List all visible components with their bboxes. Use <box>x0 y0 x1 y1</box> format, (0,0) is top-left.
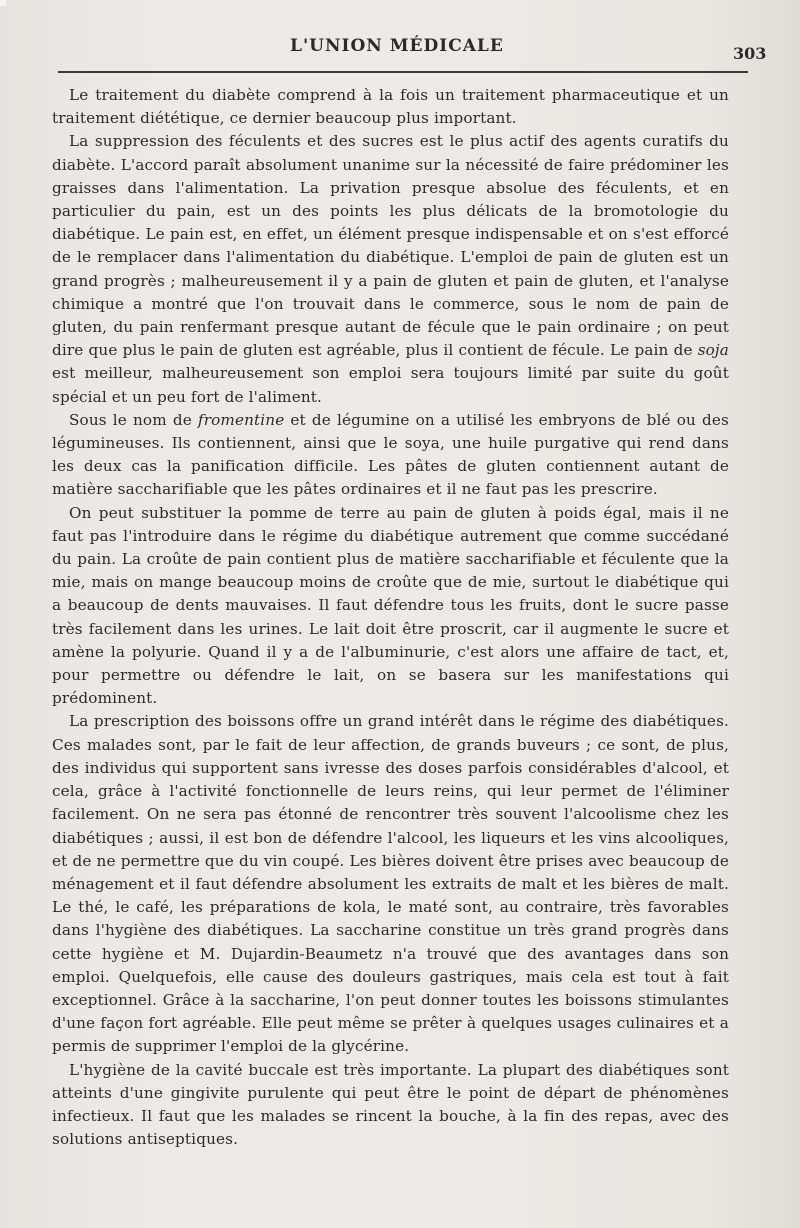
italic-term: soja <box>697 341 729 360</box>
paragraph <box>52 1059 729 1152</box>
paragraph-text-continued: est meilleur, malheureusement son emploi sera toujours limité par suite du goût spécial et un peu fort de l'aliment. <box>52 364 729 406</box>
paragraph-text: On peut substituer la pomme de terre au pain de gluten à poids égal, mais il ne faut pas l'introduire dans le régime du diabétique autrement que comme succédané du pain. La croûte de pain contient plus de matière saccharifiable et féculente que la mie, mais on mange beaucoup moins de croûte que de mie, surtout le diabétique qui a beaucoup de dents mauvaises. Il faut défendre tous les fruits, dont le sucre passe très facilement dans les urines. Le lait doit être proscrit, car il augmente le sucre et amène la polyurie. Quand il y a de l'albuminurie, c'est alors une affaire de tact, et, pour permettre ou défendre le lait, on se basera sur les manifestations qui prédominent. <box>52 503 729 708</box>
paragraph-text-continued: et de légumine on a utilisé les embryons de blé ou des légumineuses. Ils contiennent, ainsi que le soya, une huile purgative qui rend dans les deux cas la panification difficile. Les pâtes de gluten contiennent autant de matière saccharifiable que les pâtes ordinaires et il ne faut pas les prescrire. <box>52 410 729 499</box>
paragraph-text: L'hygiène de la cavité buccale est très importante. La plupart des diabétiques sont atteints d'une gingivite purulente qui peut être le point de départ de phénomènes infectieux. Il faut que les malades se rincent la bouche, à la fin des repas, avec des solutions antiseptiques. <box>52 1060 729 1149</box>
paragraph <box>52 84 729 130</box>
running-header <box>0 36 800 68</box>
paragraph <box>52 409 729 502</box>
paragraph <box>52 710 729 1058</box>
article-body <box>52 84 729 1151</box>
paragraph-text: Le traitement du diabète comprend à la fois un traitement pharmaceutique et un traitement diététique, ce dernier beaucoup plus important. <box>52 86 729 128</box>
paragraph <box>52 130 729 408</box>
paragraph-text: Sous le nom de <box>69 410 198 429</box>
paragraph <box>52 502 729 711</box>
journal-title: L'UNION MÉDICALE <box>290 36 504 56</box>
italic-term: fromentine <box>197 410 285 429</box>
header-rule <box>58 71 748 73</box>
page-number: 303 <box>733 44 767 63</box>
paragraph-text: La suppression des féculents et des sucres est le plus actif des agents curatifs du diabète. L'accord paraît absolument unanime sur la nécessité de faire prédominer les graisses dans l'alimentation. La privation presque absolue des féculents, et en particulier du pain, est un des points les plus délicats de la bromotologie du diabétique. Le pain est, en effet, un élément presque indispensable et on s'est efforcé de le remplacer dans l'alimentation du diabétique. L'emploi de pain de gluten est un grand progrès ; malheureusement il y a pain de gluten et pain de gluten, et l'analyse chimique a montré que l'on trouvait dans le commerce, sous le nom de pain de gluten, du pain renfermant presque autant de fécule que le pain ordinaire ; on peut dire que plus le pain de gluten est agréable, plus il contient de fécule. Le pain de <box>52 132 729 360</box>
paragraph-text: La prescription des boissons offre un grand intérêt dans le régime des diabétiques. Ces malades sont, par le fait de leur affection, de grands buveurs ; ce sont, de plus, des individus qui supportent sans ivresse des doses parfois considérables d'alcool, et cela, grâce à l'activité fonctionnelle de leurs reins, qui leur permet de l'éliminer facilement. On ne sera pas étonné de rencontrer très souvent l'alcoolisme chez les diabétiques ; aussi, il est bon de défendre l'alcool, les liqueurs et les vins alcooliques, et de ne permettre que du vin coupé. Les bières doivent être prises avec beaucoup de ménagement et il faut défendre absolument les extraits de malt et les bières de malt. Le thé, le café, les préparations de kola, le maté sont, au contraire, très favorables dans l'hygiène des diabétiques. La saccharine constitue un très grand progrès dans cette hygiène et M. Dujardin-Beaumetz n'a trouvé que des avantages dans son emploi. Quelquefois, elle cause des douleurs gastriques, mais cela est tout à fait exceptionnel. Grâce à la saccharine, l'on peut donner toutes les boissons stimulantes d'une façon fort agréable. Elle peut même se prêter à quelques usages culinaires et a permis de supprimer l'emploi de la glycérine. <box>52 712 729 1056</box>
scan-corner <box>0 0 6 6</box>
